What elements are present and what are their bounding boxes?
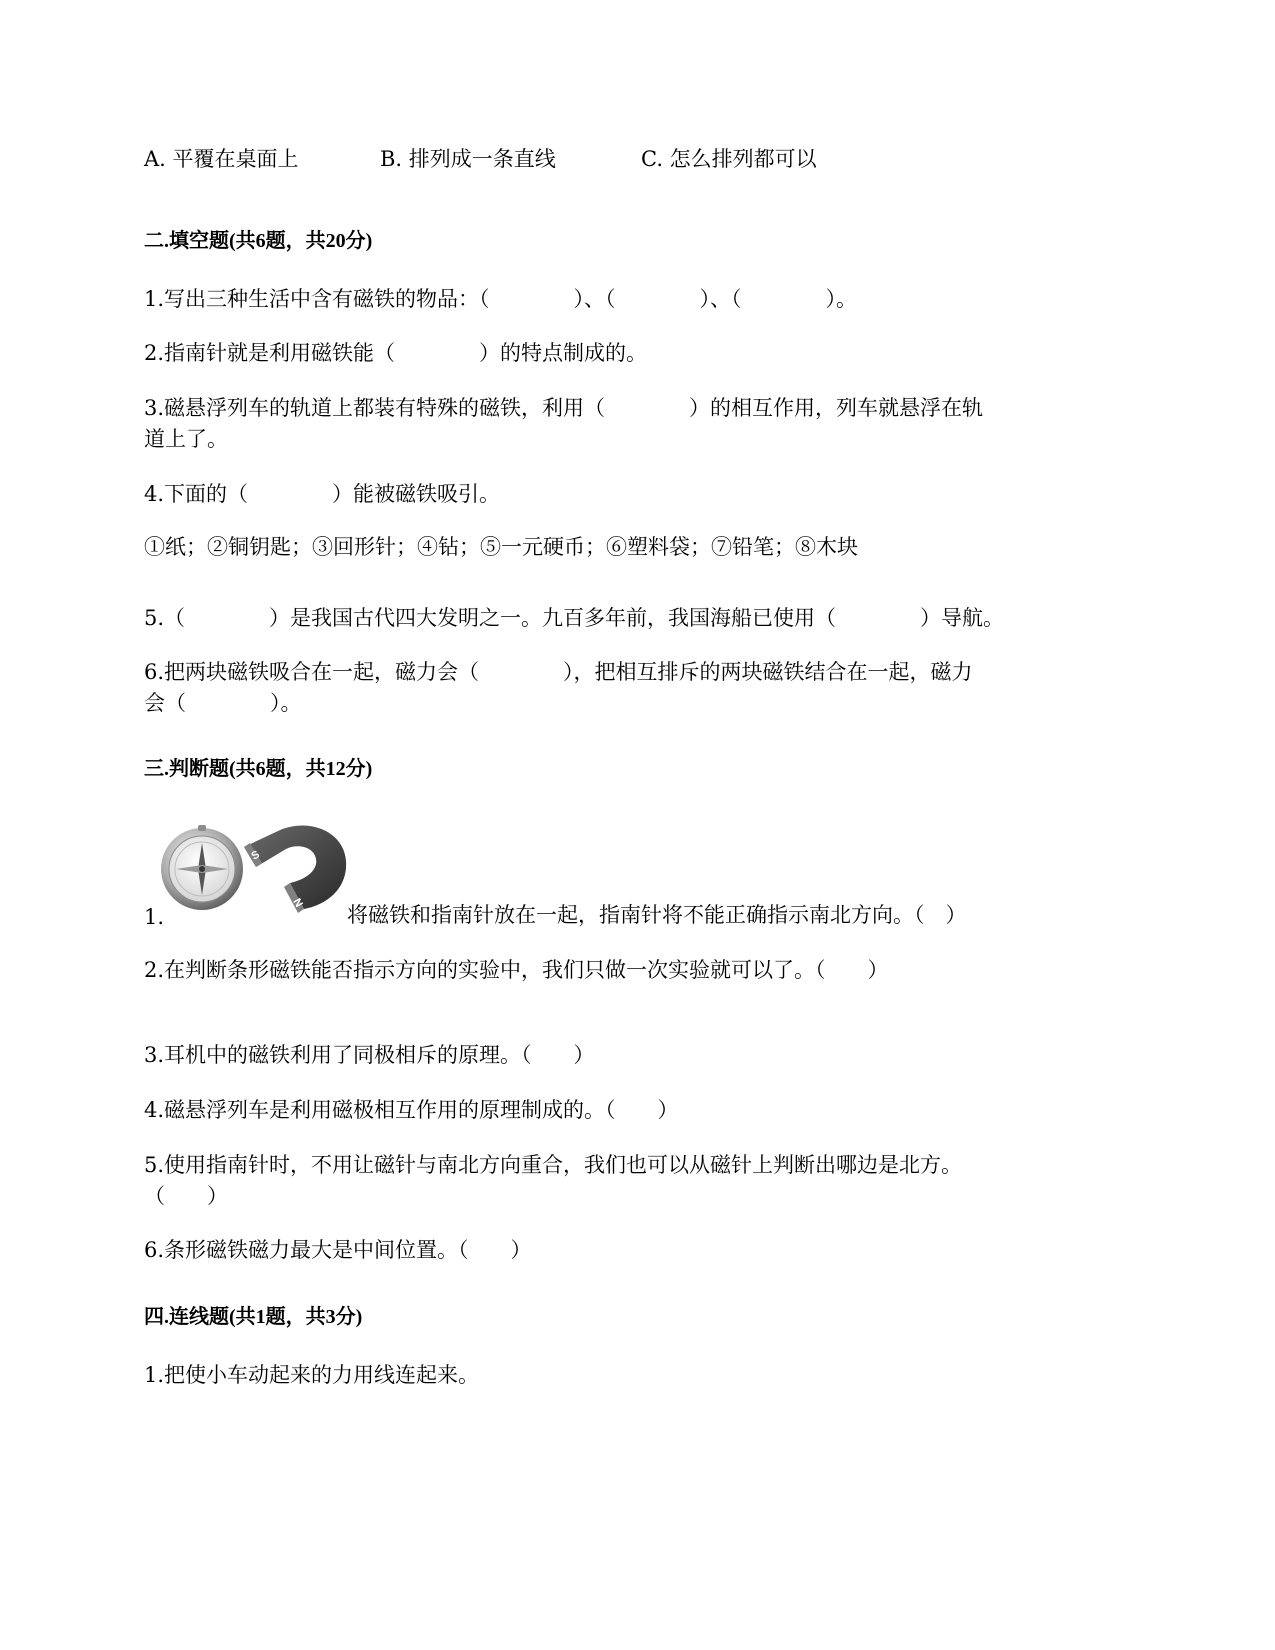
s3-question-3: 3.耳机中的磁铁利用了同极相斥的原理。（ ）: [144, 1043, 595, 1067]
s2-question-2: 2.指南针就是利用磁铁能（ ）的特点制成的。: [144, 341, 648, 365]
s3-question-1-number: 1.: [144, 905, 165, 929]
s2-question-3-line-1: 3.磁悬浮列车的轨道上都装有特殊的磁铁，利用（ ）的相互作用，列车就悬浮在轨: [144, 396, 984, 420]
section-4-heading: 四.连线题(共1题，共3分): [144, 1306, 363, 1328]
horseshoe-magnet-icon: [244, 826, 346, 913]
s4-question-1: 1.把使小车动起来的力用线连起来。: [144, 1363, 480, 1387]
magnet-pole-n: N: [290, 896, 305, 910]
section-2-heading: 二.填空题(共6题，共20分): [144, 230, 373, 252]
s2-question-4: 4.下面的（ ）能被磁铁吸引。: [144, 482, 501, 506]
section-3-heading: 三.判断题(共6题，共12分): [144, 758, 373, 780]
compass-icon: [161, 825, 243, 910]
option-a: A. 平覆在桌面上: [144, 147, 299, 171]
s3-question-4: 4.磁悬浮列车是利用磁极相互作用的原理制成的。（ ）: [144, 1098, 679, 1122]
compass-magnet-figure: [158, 817, 350, 913]
s3-question-1: 将磁铁和指南针放在一起，指南针将不能正确指示南北方向。（ ）: [347, 903, 967, 927]
s3-question-5-line-1: 5.使用指南针时，不用让磁针与南北方向重合，我们也可以从磁针上判断出哪边是北方。: [144, 1153, 963, 1177]
s3-question-6: 6.条形磁铁磁力最大是中间位置。（ ）: [144, 1238, 532, 1262]
s3-question-5-line-2: （ ）: [144, 1184, 228, 1208]
magnet-pole-s: S: [249, 848, 262, 863]
s2-question-3-line-2: 道上了。: [144, 427, 228, 451]
option-b: B. 排列成一条直线: [380, 147, 556, 171]
s2-question-6-line-2: 会（ ）。: [144, 691, 302, 715]
s2-question-5: 5.（ ）是我国古代四大发明之一。九百多年前，我国海船已使用（ ）导航。: [144, 606, 1005, 630]
s3-question-2: 2.在判断条形磁铁能否指示方向的实验中，我们只做一次实验就可以了。（ ）: [144, 958, 889, 982]
s2-question-4-items: ①纸；②铜钥匙；③回形针；④钻；⑤一元硬币；⑥塑料袋；⑦铅笔；⑧木块: [144, 535, 858, 559]
s2-question-6-line-1: 6.把两块磁铁吸合在一起，磁力会（ ），把相互排斥的两块磁铁结合在一起，磁力: [144, 660, 973, 684]
s2-question-1: 1.写出三种生活中含有磁铁的物品：（ ）、（ ）、（ ）。: [144, 287, 858, 311]
option-c: C. 怎么排列都可以: [641, 147, 817, 171]
